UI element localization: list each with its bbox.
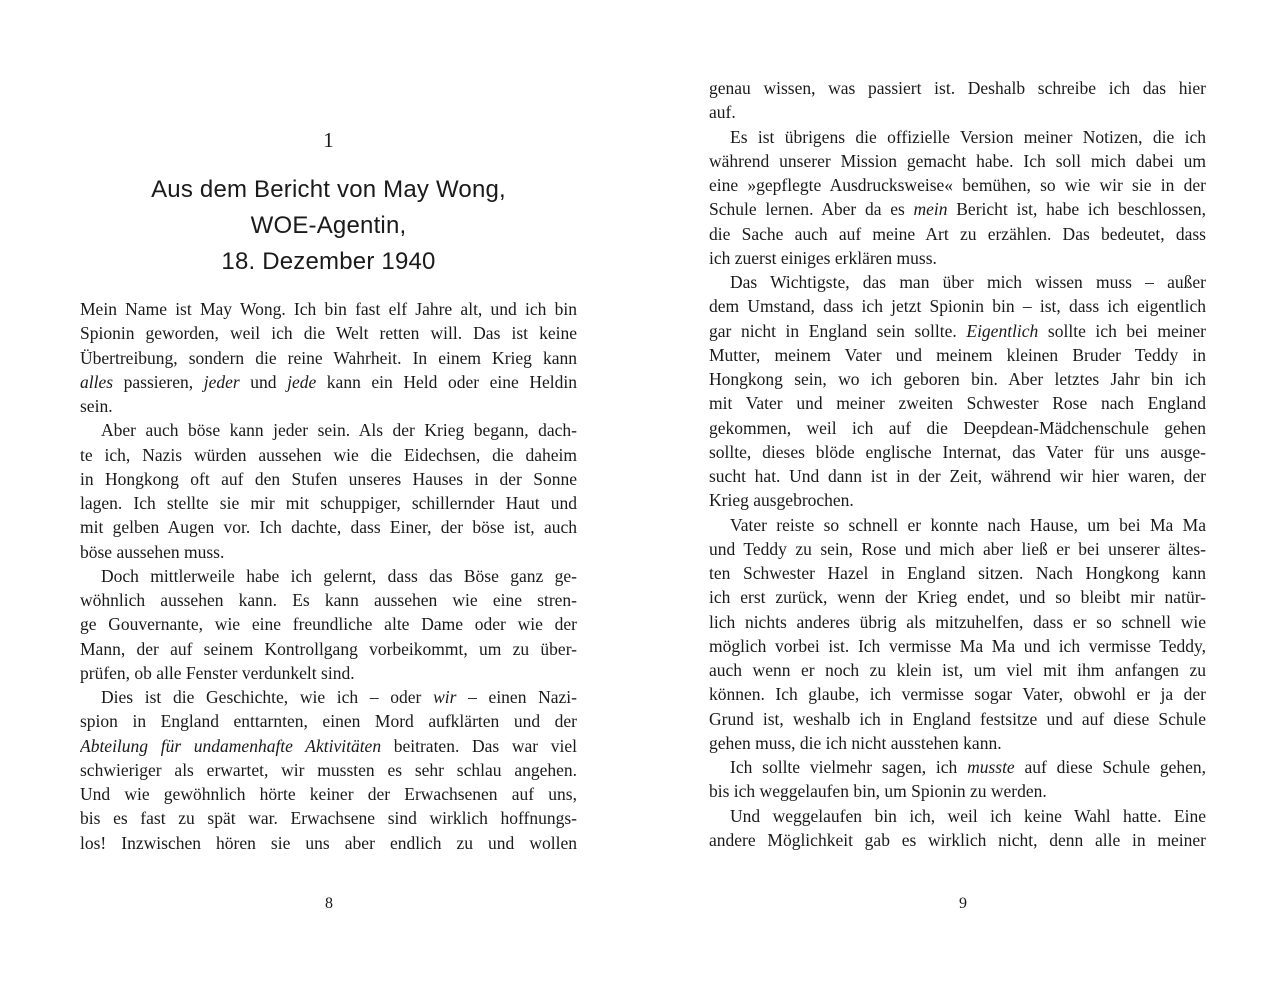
text-line: Das Wichtigste, das man über mich wissen muss – außer xyxy=(730,272,1206,292)
page-number-left: 8 xyxy=(325,895,333,912)
italic-span: musste xyxy=(967,757,1015,777)
text-line: ge Gouvernante, wie eine freundliche alte Dame oder wie der xyxy=(80,614,577,635)
text-line: Es ist übrigens die offizielle Version meiner Notizen, die ich xyxy=(730,126,1206,147)
text-line: andere Möglichkeit gab es wirklich nicht, denn alle in meiner xyxy=(709,829,1206,850)
text-line: Vater reiste so schnell er konnte nach Hause, um bei Ma Ma xyxy=(730,514,1206,535)
text-line: spion in England enttarnten, einen Mord aufklärten und der xyxy=(80,711,577,732)
text-line: prüfen, ob alle Fenster verdunkelt sind. xyxy=(80,662,355,683)
italic-span: jede xyxy=(287,371,317,392)
text-line: lagen. Ich stellte sie mir mit schuppiger, schillernder Haut und xyxy=(80,493,577,513)
text-line: sollte, dieses blöde englische Internat, das Vater für uns ausge- xyxy=(709,441,1206,462)
text-line: und Teddy zu sein, Rose und mich aber ließ er bei unserer ältes- xyxy=(709,538,1206,559)
text-line: Aber auch böse kann jeder sein. Als der Krieg begann, dach- xyxy=(101,420,577,441)
text-span: sollte ich bei meiner xyxy=(1038,320,1206,341)
text-span: Bericht ist, habe ich beschlossen, xyxy=(947,199,1206,220)
text-line: Und wie gewöhnlich hörte keiner der Erwachsenen auf uns, xyxy=(80,784,577,804)
text-line: Krieg ausgebrochen. xyxy=(709,490,854,511)
page-number-right: 9 xyxy=(959,895,967,912)
text-line: gehen muss, die ich nicht ausstehen kann. xyxy=(709,732,1002,753)
text-line: bis es fast zu spät war. Erwachsene sind wirklich hoffnungs- xyxy=(80,808,577,829)
text-line: wöhnlich aussehen kann. Es kann aussehen wie eine stren- xyxy=(80,590,577,610)
italic-span: jeder xyxy=(203,371,240,392)
text-line: Doch mittlerweile habe ich gelernt, dass das Böse ganz ge- xyxy=(101,565,577,586)
text-span: auf diese Schule gehen, xyxy=(1014,757,1206,777)
text-line: auch wenn er noch zu klein ist, um viel mit ihm anfangen zu xyxy=(709,660,1206,680)
text-line: sein. xyxy=(80,396,113,416)
right-page xyxy=(643,0,1286,1000)
text-line: sucht hat. Und dann ist in der Zeit, während wir hier waren, der xyxy=(709,466,1206,486)
text-span: Ich sollte vielmehr sagen, ich xyxy=(730,757,968,777)
text-line: dem Umstand, dass ich jetzt Spionin bin – ist, dass ich eigentlich xyxy=(709,296,1206,317)
right-body-text xyxy=(709,76,1206,852)
text-span: und xyxy=(239,371,288,392)
text-span: gar nicht in England sein sollte. xyxy=(709,320,967,341)
italic-span: wir xyxy=(433,687,457,707)
text-span: kann ein Held oder eine Heldin xyxy=(316,371,577,392)
chapter-title-line: WOE-Agentin, xyxy=(250,212,407,239)
text-line: Mutter, meinem Vater und meinem kleinen Bruder Teddy in xyxy=(709,344,1206,365)
text-line: während unserer Mission gemacht habe. Ich soll mich dabei um xyxy=(709,150,1206,171)
text-line: schwieriger als erwartet, wir mussten es sehr schlau angehen. xyxy=(80,759,577,780)
text-line: Mein Name ist May Wong. Ich bin fast elf Jahre alt, und ich bin xyxy=(80,299,577,319)
text-span: passieren, xyxy=(113,371,204,392)
chapter-number: 1 xyxy=(323,128,334,152)
text-span: – einen Nazi- xyxy=(456,687,577,707)
text-line xyxy=(709,755,1206,779)
text-line xyxy=(709,319,1206,343)
chapter-title-line: 18. Dezember 1940 xyxy=(221,248,436,275)
text-line: möglich vorbei ist. Ich vermisse Ma Ma und ich vermisse Teddy, xyxy=(709,635,1206,656)
chapter-title xyxy=(80,172,577,280)
text-line: ich erst zurück, wenn der Krieg endet, und so bleibt mir natür- xyxy=(709,587,1206,608)
text-line: bis ich weggelaufen bin, um Spionin zu werden. xyxy=(709,781,1047,802)
text-line: mit gelben Augen vor. Ich dachte, dass Einer, der böse ist, auch xyxy=(80,517,577,538)
chapter-title-line: Aus dem Bericht von May Wong, xyxy=(151,176,506,203)
text-span: beitraten. Das war viel xyxy=(381,735,577,756)
text-line: die Sache auch auf meine Art zu erzählen. Das bedeutet, dass xyxy=(709,223,1206,244)
text-line: Und weggelaufen bin ich, weil ich keine Wahl hatte. Eine xyxy=(730,805,1206,826)
text-span: Schule lernen. Aber da es xyxy=(709,199,914,220)
text-line: Mann, der auf seinem Kontrollgang vorbeikommt, um zu über- xyxy=(80,638,577,659)
text-line: mit Vater und meiner zweiten Schwester Rose nach England xyxy=(709,393,1206,414)
text-line: eine »gepflegte Ausdrucksweise« bemühen, so wie wir sie in der xyxy=(709,175,1206,195)
text-line: in Hongkong oft auf den Stufen unseres Hauses in der Sonne xyxy=(80,468,577,489)
italic-span: Abteilung für undamenhafte Aktivitäten xyxy=(80,735,382,756)
text-line: ten Schwester Hazel in England sitzen. Nach Hongkong kann xyxy=(709,563,1206,583)
text-line: genau wissen, was passiert ist. Deshalb schreibe ich das hier xyxy=(709,78,1206,98)
text-line: Grund ist, weshalb ich in England festsitze und auf diese Schule xyxy=(709,708,1206,729)
text-line: los! Inzwischen hören sie uns aber endlich zu und wollen xyxy=(80,832,577,853)
text-line xyxy=(80,685,577,709)
text-line: gekommen, weil ich auf die Deepdean-Mädchenschule gehen xyxy=(709,417,1206,438)
left-body-text xyxy=(80,297,577,855)
text-line: auf. xyxy=(709,102,736,123)
text-span: Dies ist die Geschichte, wie ich – oder xyxy=(101,687,434,707)
italic-span: mein xyxy=(913,199,948,220)
text-line xyxy=(709,197,1206,221)
text-line: Spionin geworden, weil ich die Welt retten will. Das ist keine xyxy=(80,323,577,344)
italic-span: Eigentlich xyxy=(966,320,1039,341)
text-line: können. Ich glaube, ich vermisse sogar Vater, obwohl er ja der xyxy=(709,684,1206,705)
text-line: böse aussehen muss. xyxy=(80,541,225,562)
text-line: lich nichts anderes übrig als mitzuhelfen, dass er so schnell wie xyxy=(709,611,1206,632)
text-line xyxy=(80,370,577,394)
text-line: te ich, Nazis würden aussehen wie die Eidechsen, die daheim xyxy=(80,444,577,465)
text-line: Hongkong sein, wo ich geboren bin. Aber letztes Jahr bin ich xyxy=(709,369,1206,389)
text-line: ich zuerst einiges erklären muss. xyxy=(709,247,937,268)
text-line: Übertreibung, sondern die reine Wahrheit. In einem Krieg kann xyxy=(80,347,577,368)
text-line xyxy=(80,734,577,758)
italic-span: alles xyxy=(80,371,114,392)
